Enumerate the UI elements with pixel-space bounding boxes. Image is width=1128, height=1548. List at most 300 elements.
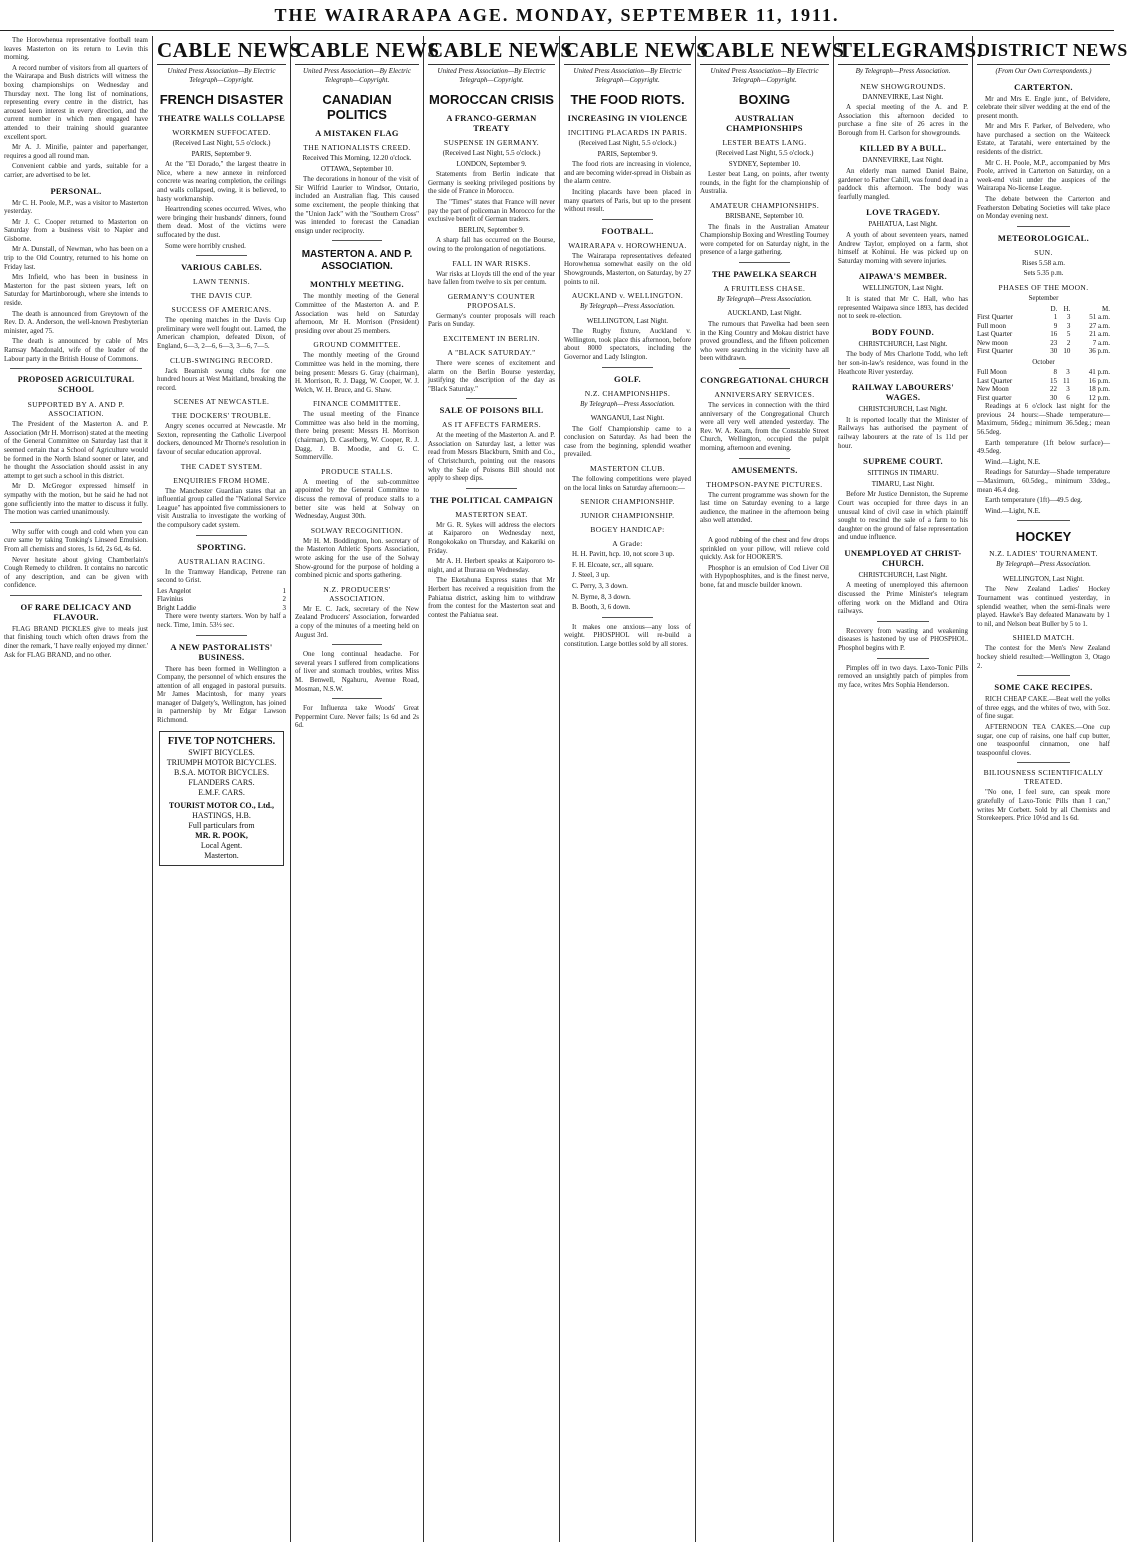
dateline: (Received Last Night, 5.5 o'clock.) [715,149,814,157]
headline: THE FOOD RIOTS. [570,92,685,107]
section-heading: KILLED BY A BULL. [859,143,947,154]
sub-heading: N.Z. PRODUCERS' ASSOCIATION. [323,584,391,603]
sub-heading: SHIELD MATCH. [1012,633,1075,643]
sub-heading: ANNIVERSARY SERVICES. [714,390,815,399]
column-header: CABLE NEWS [428,38,555,65]
paragraph: There were twenty starters. Won by half a neck. Time, 1min. 53½ sec. [157,612,286,629]
paragraph: RICH CHEAP CAKE.—Beat well the yolks of three eggs, and the whites of two, with 5oz. of fine sugar. [977,695,1110,721]
paragraph: The decorations in honour of the visit of Sir Wilfrid Laurier to Windsor, Ontario, included an Australian flag. This caused some excitement, the people thinking that the "Union Jack" with the "Southern Cross" was intended to forecast the Canadian ensign under reciprocity. [295,175,419,235]
horse-name: Les Angelot [157,586,192,595]
paragraph: Lester beat Lang, on points, after twenty rounds, in the fight for the championship of Australia. [700,170,829,196]
cell: 3 [1066,321,1071,330]
divider [1017,675,1070,676]
divider [1017,520,1070,521]
headline: BOXING [738,92,791,107]
sub-heading: CLUB-SWINGING RECORD. [170,355,273,365]
sub-heading: N.Z. CHAMPIONSHIPS. [584,388,671,398]
cell: 3 [1066,368,1070,377]
sub-heading: N.Z. LADIES' TOURNAMENT. [989,549,1098,559]
phase-name: Last Quarter [977,330,1013,339]
paragraph: There has been formed in Wellington a Company, the personnel of which ensures the attention of all engaged in pastoral pursuits. Mr James Macintosh, for many years manager of Dalgety's, Wellington, has joined in partnership by Mr Edgar Lawson Richmond. [157,664,286,725]
sub-heading: SENIOR CHAMPIONSHIP. [580,497,675,507]
headline: MASTERTON A. AND P. ASSOCIATION. [301,249,413,273]
dateline: (Received Last Night, 5.5 o'clock.) [578,139,677,147]
column-6 [696,36,845,1542]
advert-heading: BILIOUSNESS SCIENTIFICALLY TREATED. [983,768,1104,787]
paragraph: The Wairarapa representatives defeated Horowhenua somewhat easily on the old Showgrounds, Masterton, on Saturday, by 27 points to nil. [564,251,691,286]
divider [10,522,142,523]
section-heading: GOLF. [614,373,641,384]
advert-town: Masterton. [204,850,239,860]
phase-name: Full moon [977,321,1006,330]
section-heading: LOVE TRAGEDY. [866,207,940,218]
headline: FRENCH DISASTER [159,92,284,107]
list-item: N. Byrne, 8, 3 down. [572,592,631,601]
paragraph: Readings at 6 o'clock last night for the previous 24 hours:—Shade temperature—Maximum, 56deg.; minimum 36.5deg.; mean 56.5deg. [977,402,1110,436]
sub-heading: MASTERTON CLUB. [589,464,665,474]
paragraph: There were scenes of excitement and alarm on the Berlin Bourse yesterday, justifying the description of the day as "Black Saturday." [428,358,555,393]
section-heading: UNEMPLOYED AT CHRIST-CHURCH. [844,547,962,568]
sub-heading: AS IT AFFECTS FARMERS. [442,420,541,430]
paragraph: At the meeting of the Masterton A. and P. Association on Saturday last, a letter was read from Messrs Blackburn, Smith and Co., of Christchurch, pointing out the reasons why the Sale of Poisons Bill should not apply to sheep dips. [428,431,555,483]
advert-note: Full particulars from [188,820,255,830]
cell: 27 a.m. [1089,321,1110,330]
advert-line: SWIFT BICYCLES. [188,747,255,757]
section-heading: RAILWAY LABOURERS' WAGES. [851,382,954,403]
paragraph: War risks at Lloyds till the end of the year have fallen from twelve to six per centum. [428,269,555,287]
section-heading: FOOTBALL. [601,225,654,236]
paragraph: AFTERNOON TEA CAKES.—One cup sugar, one cup of raisins, one half cup butter, one teaspoonful cinnamon, one half teaspoonful cloves. [977,722,1110,757]
column-header: H. [1063,304,1071,313]
paragraph: Convenient cabbie and yards, suitable for a carrier, are advertised to be let. [4,162,148,179]
cell: 21 a.m. [1089,330,1110,339]
paragraph: An elderly man named Daniel Baine, gardener to Father Cahill, was found dead in a paddock this afternoon. The body was fearfully mangled. [838,167,968,201]
month-label: October [1032,357,1055,366]
cell: 5 [1066,330,1071,339]
paragraph: The Horowhenua representative football team leaves Masterton on its return to Levin this morning. [4,36,148,62]
section-heading: METEOROLOGICAL. [997,232,1090,243]
paragraph: Earth temperature (1ft below surface)—49.5deg. [977,438,1110,456]
section-heading: SALE OF POISONS BILL [439,405,544,416]
sub-heading: SCENES AT NEWCASTLE. [173,397,270,407]
list-item: H. H. Pavitt, hcp. 10, not score 3 up. [572,550,675,559]
cell: 23 [1050,338,1058,347]
phase-name: Last Quarter [977,376,1013,385]
paragraph: A meeting of the sub-committee appointed by the General Committee to discuss the removal of produce stalls to a better site was held at Solway on Wednesday, August 30th. [295,477,419,521]
advert-line: E.M.F. CARS. [198,787,245,797]
place-line: PAHIATUA, Last Night. [868,220,938,229]
advert-text: It makes one anxious—any loss of weight. PHOSPHOL will re-build a constitution. Large bottles sold by all stores. [564,622,691,648]
list-item: F. H. Elcoate, scr., all square. [572,560,654,569]
place-line: WANGANUI, Last Night. [590,414,665,423]
paragraph: A sharp fall has occurred on the Bourse, owing to the prolongation of negotiations. [428,236,555,253]
column-header: M. [1102,304,1110,313]
table-row [157,604,286,613]
sub-headline: AUSTRALIAN CHAMPIONSHIPS [726,113,803,133]
sub-heading: LAWN TENNIS. [193,277,250,287]
section-heading: THE POLITICAL CAMPAIGN [429,494,554,505]
section-heading: SOME CAKE RECIPES. [994,682,1093,693]
sub-heading: A Grade: [612,539,643,549]
table-row [977,394,1110,403]
credit-line: United Press Association—By Electric Telegraph—Copyright. [710,67,819,84]
table-row [977,339,1110,348]
column-header: CABLE NEWS [157,38,286,65]
paragraph: The New Zealand Ladies' Hockey Tournament was continued yesterday, in splendid weather, when the semi-finals were played. Hawke's Bay defeated Manawatu by 1 to nil, and Nelson beat Buller by 5 to 1. [977,585,1110,628]
section-heading: SPORTING. [197,541,246,552]
column-header: CABLE NEWS [295,38,419,65]
advert-text: For Influenza take Woods' Great Peppermint Cure. Never fails; 1s 6d and 2s 6d. [295,704,419,730]
column-5 [560,36,709,1542]
advert-text: "No one, I feel sure, can speak more gratefully of Laxo-Tonic Pills than I can," writes Mr Corbett. Sold by all Chemists and Storekeepers. Price 10½d and 1s 6d. [977,788,1110,823]
paragraph: The services in connection with the third anniversary of the Congregational Church were all very well attended yesterday. The Rev. W. A. Keam, from the Constable Street Church, Wellington, occupied the pulpit morning, afternoon and evening. [700,401,829,452]
paragraph: The contest for the Men's New Zealand hockey shield resulted:—Wellington 3, Otago 2. [977,644,1110,670]
sub-heading: SUN. [1034,247,1053,257]
sub-heading: A "BLACK SATURDAY." [447,347,536,357]
place-line: PARIS, September 9. [597,149,658,158]
place-line: PARIS, September 9. [191,149,252,158]
divider [332,240,382,241]
divider [196,255,248,256]
section-heading: BODY FOUND. [871,326,934,337]
cell: 51 a.m. [1089,313,1110,322]
advert-line: FLANDERS CARS. [188,777,255,787]
paragraph: Mr A. H. Herbert speaks at Kaipororo to-night, and at Ihuraua on Wednesday. [428,557,555,574]
sub-heading: MASTERTON SEAT. [455,509,528,519]
paragraph: The monthly meeting of the General Committee of the Masterton A. and P. Association was held on Saturday afternoon, Mr H. Morrison (President) presiding over about 25 members. [295,292,419,335]
paragraph: Mr and Mrs E. Engle junr., of Belvidere, celebrate their silver wedding at the end of the present month. [977,94,1110,120]
cell: 3 [1066,385,1070,394]
horse-name: Flavinius [157,595,184,604]
advert-company: TOURIST MOTOR CO., Ltd., [168,800,275,810]
placing: 3 [282,603,286,612]
paragraph: The Eketahuna Express states that Mr Herbert has received a requisition from the Pahiatua district, asking him to withdraw from the contest for the Masterton seat and contest the Pahiatua seat. [428,576,555,619]
paragraph: The rumours that Pawelka had been seen in the King Country and Mokau district have proved groundless, and the fifteen policemen who were searching in the vicinity have all been withdrawn. [700,320,829,363]
credit-line: By Telegraph—Press Association. [717,294,812,303]
sub-heading: PHASES OF THE MOON. [998,283,1089,292]
paragraph: A meeting of unemployed this afternoon discussed the Prime Minister's telegram offering work on the Midland and Otira railways. [838,581,968,616]
paragraph: Mr H. M. Boddington, hon. secretary of the Masterton Athletic Sports Association, wrote asking for the use of the Solway Show-ground for the purpose of holding a combined picnic and sports gathering. [295,536,419,580]
paragraph: Mr D. McGregor expressed himself in sympathy with the motion, but he said he had not gone sufficiently into the matter to discuss it fully. The motion was carried unanimously. [4,482,148,517]
paragraph: Wind.—Light, N.E. [985,457,1041,466]
cell: 8 [1053,368,1057,377]
paragraph: At the "El Dorado," the largest theatre in Nice, where a new annexe in reinforced concrete was nearing completion, the ceilings and walls collapsed, owing, it is believed, to hasty workmanship. [157,160,286,203]
paragraph: The current programme was shown for the last time on Saturday evening to a large audience, the matinee in the afternoon being also well attended. [700,490,829,525]
paragraph: Mr A. J. Minifie, painter and paperhanger, requires a good all round man. [4,143,148,160]
credit-line: United Press Association—By Electric Telegraph—Copyright. [303,67,411,84]
dateline: (Received Last Night, 5.5 o'clock.) [442,149,541,157]
phase-name: First Quarter [977,313,1013,322]
paragraph: Mr J. C. Cooper returned to Masterton on Saturday from a business visit to Napier and Gisborne. [4,217,148,243]
column-1 [0,36,152,1542]
place-line: LONDON, September 9. [456,159,527,168]
cell: 30 [1049,393,1057,402]
place-line: TIMARU, Last Night. [871,479,935,488]
cell: 10 [1063,347,1071,356]
paragraph: The Rugby fixture, Auckland v. Wellington, took place this afternoon, before about 8000 spectators, including the Governor and Lady Islington. [564,327,691,361]
sub-headline: A FRANCO-GERMAN TREATY [446,113,537,133]
sub-heading: AUSTRALIAN RACING. [177,556,266,566]
credit-line: United Press Association—By Electric Telegraph—Copyright. [167,67,276,84]
paragraph: Heartrending scenes occurred. Wives, who were bringing their husbands' dinners, found them dead. Most of the victims were suffocated by the dust. [157,205,286,239]
dateline: (Received Last Night, 5.5 o'clock.) [172,139,271,147]
phase-name: New Moon [977,385,1009,394]
paragraph: Wind.—Light, N.E. [985,506,1041,515]
table-row [977,347,1110,356]
phase-name: First Quarter [977,347,1013,356]
paragraph: Mrs Infield, who has been in business in Masterton for the past sixteen years, left on Saturday for Martinborough, where she intends to reside. [4,273,148,308]
column-header: DISTRICT NEWS [977,38,1110,65]
sub-heading: THE DAVIS CUP. [190,291,253,301]
sub-heading: FINANCE COMMITTEE. [312,399,402,409]
column-4 [424,36,573,1542]
advert-heading: FIVE TOP NOTCHERS. [167,735,276,747]
paragraph: The opening matches in the Davis Cup preliminary were well fought out. Larned, the American champion, defeated Dixon, of England, 6—3, 2—6, 6—3, 3—6, 7—5. [157,316,286,350]
masthead-rule [0,30,1114,31]
advert-text: Recovery from wasting and weakening diseases is hastened by use of PHOSPHOL. Phosphol begins with P. [838,626,968,653]
place-line: OTTAWA, September 10. [320,164,394,173]
column-3 [291,36,440,1542]
moon-phases-table [977,368,1110,402]
divider [10,595,142,596]
cell: 7 a.m. [1092,338,1110,347]
paragraph: The following competitions were played on the local links on Saturday afternoon:— [564,475,691,492]
section-heading: PROPOSED AGRICULTURAL SCHOOL [17,375,135,395]
paragraph: The body of Mrs Charlotte Todd, who left her son-in-law's residence, was found in the Heathcote River yesterday. [838,350,968,376]
table-header-row [977,305,1110,314]
divider [10,368,142,369]
paragraph: Mr E. C. Jack, secretary of the New Zealand Producers' Association, forwarded a copy of the minutes of a meeting held on August 3rd. [295,604,419,639]
section-heading: CONGREGATIONAL CHURCH [700,375,829,385]
advert-heading: OF RARE DELICACY AND FLAVOUR. [20,601,132,622]
paragraph: Earth temperature (1ft)—49.5 deg. [985,496,1083,505]
sub-heading: ENQUIRIES FROM HOME. [173,475,270,485]
place-line: BRISBANE, September 10. [725,211,804,220]
column-header: TELEGRAMS. [838,38,968,65]
place-line: DANNEVIRKE, Last Night. [862,156,944,165]
paragraph: Mr C. H. Poole, M.P., accompanied by Mrs Poole, arrived in Carterton on Saturday, on a week-end visit under the auspices of the Wairarapa No-license League. [977,158,1110,193]
advert-place: HASTINGS, H.B. [192,810,251,820]
cell: 6 [1066,393,1070,402]
sub-heading: SUCCESS OF AMERICANS. [171,305,272,315]
table-row [157,595,286,604]
advert-text: Why suffer with cough and cold when you can cure same by taking Tonking's Linseed Emulsion. From all chemists and stores, 1s 6d, 2s 6d, 4s 6d. [4,527,148,553]
headline: MOROCCAN CRISIS [429,92,554,107]
paragraph: A special meeting of the A. and P. Association this afternoon decided to purchase a fine site of 26 acres in the Borough from H. Carlson for showgrounds. [838,103,968,137]
sub-heading: THE CADET SYSTEM. [180,461,263,471]
divider [602,367,653,368]
section-heading: AIPAWA'S MEMBER. [858,271,948,282]
cell: 16 [1050,330,1058,339]
masthead: THE WAIRARAPA AGE. MONDAY, SEPTEMBER 11, 1911. [274,5,840,25]
advert-agent-role: Local Agent. [200,840,243,850]
paragraph: The food riots are increasing in violence, and are becoming wider-spread in Oisbain as the alarm centre. [564,160,691,186]
phase-name: Full Moon [977,368,1007,377]
divider [739,530,791,531]
paragraph: Mr and Mrs F. Parker, of Belvedere, who have purchased a section on the Waiteeck Estate, at Taratahi, were entertained by the residents of the district. [977,122,1110,157]
column-header: D. [1050,304,1058,313]
sub-heading: EXCITEMENT IN BERLIN. [443,333,540,343]
table-row [977,368,1110,377]
divider [466,398,517,399]
paragraph: Germany's counter proposals will reach Paris on Sunday. [428,311,555,329]
paragraph: It is stated that Mr C. Hall, who has represented Waipawa since 1893, has decided not to seek re-election. [838,295,968,321]
paragraph: The debate between the Carterton and Featherston Debating Societies will take place on Monday evening next. [977,195,1110,221]
placing: 2 [282,595,286,604]
advert-text: Pimples off in two days. Laxo-Tonic Pills removed an unsightly patch of pimples from my face, writes Mrs Sophia Henderson. [838,663,968,689]
section-heading: AMUSEMENTS. [731,464,798,475]
table-row [977,313,1110,322]
sub-heading: SOLWAY RECOGNITION. [310,525,404,535]
section-heading: CARTERTON. [1014,81,1073,92]
sub-heading: SUSPENSE IN GERMANY. [443,138,540,147]
paragraph: The finals in the Australian Amateur Championship Boxing and Wrestling Tourney were competed for on Saturday night, in the presence of a large gathering. [700,222,829,257]
credit-line: By Telegraph—Press Association. [996,560,1091,569]
advert-box [159,731,284,866]
divider [739,262,791,263]
phase-name: New moon [977,338,1008,347]
section-heading: PERSONAL. [50,185,102,196]
place-line: BERLIN, September 9. [458,225,525,234]
divider [602,617,653,618]
paragraph: Readings for Saturday—Shade temperature—Maximum, 60.5deg., minimum 33deg., mean 46.4 deg. [977,468,1110,494]
sun-rises: Rises 5.58 a.m. [1022,258,1065,267]
section-heading: SUPREME COURT. [863,456,943,467]
paragraph: Statements from Berlin indicate that Germany is seeking privileged positions by the side of France in Morocco. [428,170,555,196]
divider [1017,226,1070,227]
place-line: WELLINGTON, Last Night. [586,316,669,325]
place-line: WELLINGTON, Last Night. [862,284,944,293]
paragraph: A youth of about seventeen years, named Andrew Taylor, employed on a farm, shot himself at Kohinui. He was picked up on Saturday morning with severe injuries. [838,231,968,265]
sub-heading: A FRUITLESS CHASE. [723,283,806,293]
divider [877,621,929,622]
divider [466,488,517,489]
sub-heading: INCITING PLACARDS IN PARIS. [567,128,688,137]
cell: 30 [1050,347,1058,356]
paragraph: The monthly meeting of the Ground Committee was held in the morning, there being present: Messrs G. Gray (chairman), H. Morrison, R. J. Dagg, W. Cooper, W. J. Welch, W. H. Bruce, and G. Shaw. [295,351,419,394]
column-header: CABLE NEWS [700,38,829,65]
paragraph: A record number of visitors from all quarters of the Wairarapa and Bush districts will witness the boxing championships on Wednesday and Thursday next. The long list of nominations, representing every centre in the district, has aroused keen interest in every direction, and the current number in which men engaged have attended to their training should guarantee excellent sport. [4,63,148,141]
cell: 3 [1066,313,1071,322]
place-line: WELLINGTON, Last Night. [1002,574,1085,583]
cell: 15 [1049,376,1057,385]
cell: 16 p.m. [1088,376,1110,385]
sub-heading: SUPPORTED BY A. AND P. ASSOCIATION. [27,400,125,419]
paragraph: Some were horribly crushed. [165,241,246,250]
advert-text: A good rubbing of the chest and few drops sprinkled on your pillow, will relieve cold quickly. Ask for HOOKER'S. [700,535,829,562]
divider [332,698,382,699]
paragraph: The death is announced by cable of Mrs Ramsay Macdonald, wife of the leader of the Labour party in the British House of Commons. [4,337,148,363]
sub-heading: GROUND COMMITTEE. [313,340,401,350]
paragraph: It is reported locally that the Minister of Railways has authorised the payment of railway labourers at the rate of 1s 11d per hour. [838,415,968,450]
phase-name: First quarter [977,393,1012,402]
sub-heading: WORKMEN SUFFOCATED. [172,128,271,137]
cell: 9 [1053,321,1058,330]
cell: 36 p.m. [1088,347,1110,356]
table-row [977,385,1110,394]
paragraph: The "Times" states that France will never pay the part of policeman in Morocco for the exclusive benefit of German traders. [428,197,555,224]
divider [332,644,382,645]
advert-text: FLAG BRAND PICKLES give to meals just that finishing touch which often draws from the diner the remark, 'I have really enjoyed my dinner.' Ask for FLAG BRAND, and no other. [4,624,148,659]
sub-headline: THEATRE WALLS COLLAPSE [157,113,286,123]
sub-heading: JUNIOR CHAMPIONSHIP. [580,511,675,521]
sub-heading: AMATEUR CHAMPIONSHIPS. [709,200,820,210]
credit-line: (From Our Own Correspondents.) [995,67,1092,75]
credit-line: By Telegraph—Press Association. [580,399,675,408]
place-line: SYDNEY, September 10. [728,159,801,168]
column-2 [153,36,302,1542]
divider [877,658,929,659]
moon-phases-table [977,305,1110,356]
place-line: DANNEVIRKE, Last Night. [862,92,944,101]
horse-name: Bright Laddie [157,603,197,612]
divider [739,458,791,459]
sub-heading: LESTER BEATS LANG. [722,138,807,147]
paragraph: Inciting placards have been placed in many quarters of Paris, but up to the present without result. [564,187,691,214]
sub-heading: THE NATIONALISTS CREED. [303,143,411,152]
advert-line: B.S.A. MOTOR BICYCLES. [174,767,269,777]
table-row [977,377,1110,386]
table-row [977,330,1110,339]
sub-heading: AUCKLAND v. WELLINGTON. [571,291,684,301]
paragraph: The Manchester Guardian states that an influential group called the "National Service League" has appointed five commissioners to visit Australia to investigate the working of the compulsory cadet system. [157,486,286,530]
sun-sets: Sets 5.35 p.m. [1023,269,1064,278]
divider [739,368,791,369]
paragraph: Mr C. H. Poole, M.P., was a visitor to Masterton yesterday. [4,198,148,216]
list-item: J. Steel, 3 up. [572,571,610,580]
paragraph: The Golf Championship came to a conclusion on Saturday. As had been the case from the beginning, splendid weather prevailed. [564,424,691,459]
paragraph: The death is announced from Greytown of the Rev. D. A. Anderson, the well-known Presbyterian minister, aged 75. [4,309,148,335]
cell: 11 [1063,376,1070,385]
paragraph: Mr G. R. Sykes will address the electors at Kaiparoro on Wednesday next, Rongokokako on Thursday, and Kakariki on Friday. [428,520,555,555]
paragraph: The usual meeting of the Finance Committee was also held in the morning, there being present: Messrs H. Morrison (chairman), D. Caselberg, W. Cooper, R. J. Dagg, J. B. Moodie, and G. C. Sommerville. [295,410,419,462]
divider [602,219,653,220]
list-item: C. Perry, 3, 3 down. [572,582,628,591]
table-row [977,322,1110,331]
column-7 [834,36,983,1542]
headline: HOCKEY [1015,529,1072,545]
sub-heading: FALL IN WAR RISKS. [452,258,531,268]
paragraph: Before Mr Justice Denniston, the Supreme Court was occupied for three days in an unusual kind of civil case in which plaintiff sought to rescind the sale of a farm to his daughter on the ground of false representation and undue influence. [838,490,968,542]
cell: 22 [1049,385,1057,394]
credit-line: United Press Association—By Electric Telegraph—Copyright. [573,67,682,84]
cell: 41 p.m. [1088,368,1110,377]
sub-heading: PRODUCE STALLS. [321,466,393,476]
place-line: CHRISTCHURCH, Last Night. [858,339,948,348]
sub-heading: THOMPSON-PAYNE PICTURES. [706,479,823,489]
divider [196,635,248,636]
month-label: September [1028,294,1059,302]
advert-agent: MR. R. POOK, [195,830,248,840]
dateline: Received This Morning, 12.20 o'clock. [302,154,412,162]
sub-heading: BOGEY HANDICAP: [590,525,665,535]
advert-text: One long continual headache. For several years I suffered from complications of liver and stomach troubles, writes Miss M. Benwell, Ngahuru, Avenue Road, Mosman, N.S.W. [295,650,419,693]
advert-text: Phosphor is an emulsion of Cod Liver Oil with Hypophosphites, and is the finest nerve, bone, fat and muscle builder known. [700,563,829,589]
place-line: SITTINGS IN TIMARU. [867,469,939,478]
section-heading: THE PAWELKA SEARCH [712,268,817,279]
sub-heading: THE DOCKERS' TROUBLE. [171,411,272,421]
paragraph: Angry scenes occurred at Newcastle. Mr Sexton, representing the Catholic Liverpool dockers, denounced Mr Thorne's resolution in favour of secular education approval. [157,422,286,457]
place-line: AUCKLAND, Last Night. [727,309,802,318]
cell: 12 p.m. [1088,393,1110,402]
credit-line: By Telegraph—Press Association. [855,67,951,75]
place-line: CHRISTCHURCH, Last Night. [858,405,948,414]
paragraph: Mr A. Dunstall, of Newman, who has been on a trip to the Old Country, returned to his home on Friday last. [4,245,148,271]
column-header: CABLE NEWS [564,38,691,65]
table-row [157,587,286,596]
section-heading: A NEW PASTORALISTS' BUSINESS. [170,641,273,662]
race-results [157,587,286,613]
